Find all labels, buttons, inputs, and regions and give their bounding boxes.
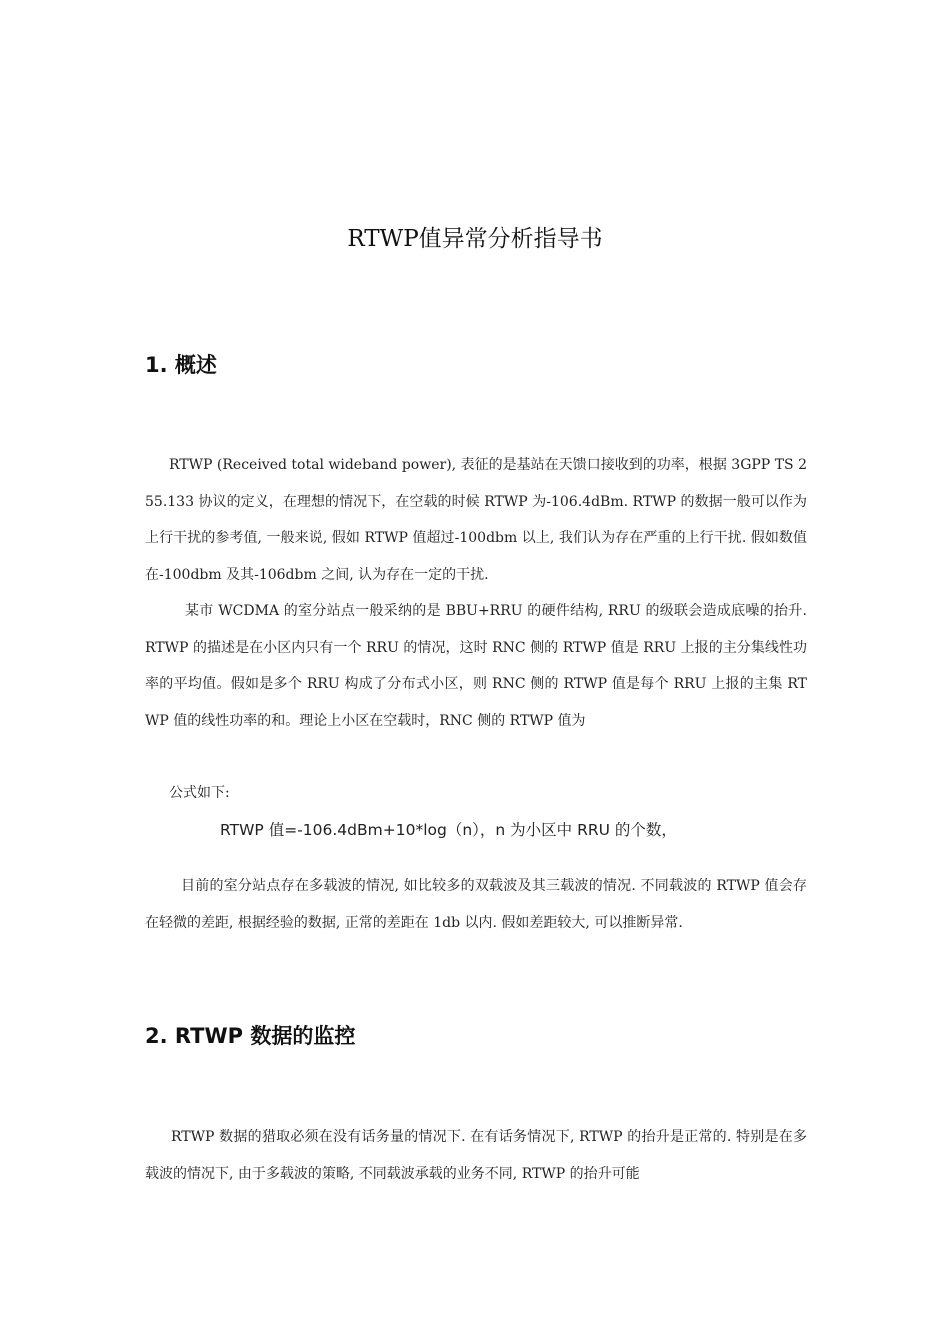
section-2-paragraph-1: RTWP 数据的猎取必须在没有话务量的情况下. 在有话务情况下, RTWP 的抬升是正常的. 特别是在多载波的情况下, 由于多载波的策略, 不同载波承载的业务不同, RTWP 的抬升可能 [145, 1129, 807, 1182]
section-2-heading: 2. RTWP 数据的监控 [145, 1024, 356, 1048]
section-1-paragraph-2: 某市 WCDMA 的室分站点一般采纳的是 BBU+RRU 的硬件结构, RRU 的级联会造成底噪的抬升. RTWP 的描述是在小区内只有一个 RRU 的情况，这时 RNC 侧的 RTWP 值是 RRU 上报的主分集线性功率的平均值。假如是多个 RRU 构成了分布式小区，则 RNC 侧的 RTWP 值是每个 RRU 上报的主集 RTWP 值的线性功率的和。理论上小区在空载时，RNC 侧的 RTWP 值为 [145, 603, 807, 729]
section-1-heading: 1. 概述 [145, 353, 217, 377]
section-1-paragraph-3: 目前的室分站点存在多载波的情况, 如比较多的双载波及其三载波的情况. 不同载波的 RTWP 值会存在轻微的差距, 根据经验的数据, 正常的差距在 1db 以内. 假如差距较大, 可以推断异常. [145, 878, 807, 931]
document-title: RTWP值异常分析指导书 [347, 226, 603, 252]
section-1-paragraph-1: RTWP (Received total wideband power), 表征的是基站在天馈口接收到的功率，根据 3GPP TS 255.133 协议的定义，在理想的情况下，在空载的时候 RTWP 为-106.4dBm. RTWP 的数据一般可以作为上行干扰的参考值, 一般来说, 假如 RTWP 值超过-100dbm 以上, 我们认为存在严重的上行干扰. 假如数值在-100dbm 及其-106dbm 之间, 认为存在一定的干扰. [145, 457, 807, 583]
formula-label: 公式如下: [169, 785, 230, 801]
rtwp-formula: RTWP 值=-106.4dBm+10*log（n），n 为小区中 RRU 的个数， [220, 821, 677, 839]
